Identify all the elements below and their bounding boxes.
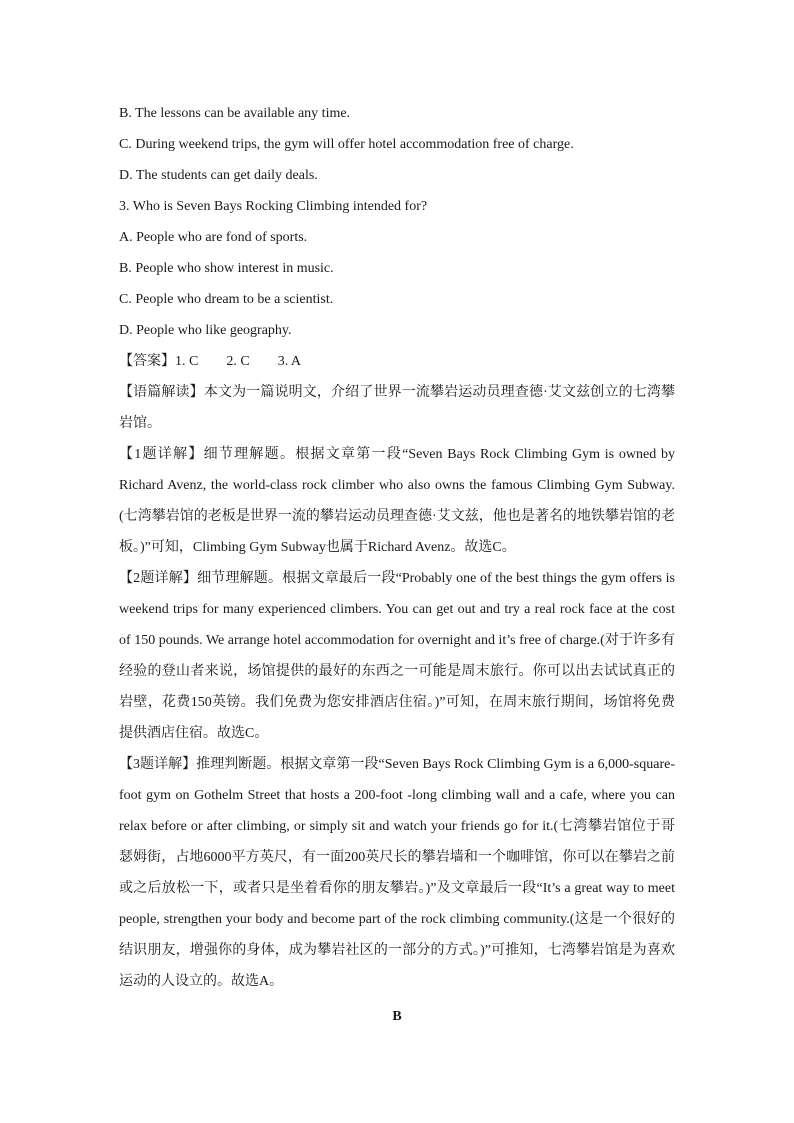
answer-label: 【答案】 xyxy=(119,354,175,369)
detail-q3: 【3题详解】推理判断题。根据文章第一段“Seven Bays Rock Climbing Gym is a 6,000-square-foot gym on Gothelm Street that hosts a 200-foot -long climbing wall and a cafe, where you can relax before or after climbing, or simply sit and watch your friends go for it.(七湾攀岩馆位于哥瑟姆街，占地6000平方英尺，有一面200英尺长的攀岩墙和一个咖啡馆，你可以在攀岩之前或之后放松一下，或者只是坐着看你的朋友攀岩。)”及文章最后一段“It’s a great way to meet people, strengthen your body and become part of the rock climbing community.(这是一个很好的结识朋友，增强你的身体，成为攀岩社区的一部分的方式。)”可推知，七湾攀岩馆是为喜欢运动的人设立的。故选A。 xyxy=(119,757,675,989)
detail-q1: 【1题详解】细节理解题。根据文章第一段“Seven Bays Rock Climbing Gym is owned by Richard Avenz, the world-class rock climber who also owns the famous Climbing Gym Subway.(七湾攀岩馆的老板是世界一流的攀岩运动员理查德·艾文兹，他也是著名的地铁攀岩馆的老板。)”可知，Climbing Gym Subway也属于Richard Avenz。故选C。 xyxy=(119,447,675,555)
answer-2: 2. C xyxy=(226,354,250,369)
detail-q2: 【2题详解】细节理解题。根据文章最后一段“Probably one of the best things the gym offers is weekend trips for many experienced climbers. You can get out and try a real rock face at the cost of 150 pounds. We arrange hotel accommodation for overnight and it’s free of charge.(对于许多有经验的登山者来说，场馆提供的最好的东西之一可能是周末旅行。你可以出去试试真正的岩壁，花费150英镑。我们免费为您安排酒店住宿。)”可知，在周末旅行期间，场馆将免费提供酒店住宿。故选C。 xyxy=(119,571,675,741)
section-label: B xyxy=(392,1009,402,1024)
answer-1: 1. C xyxy=(175,354,199,369)
passage-interpretation: 【语篇解读】本文为一篇说明文，介绍了世界一流攀岩运动员理查德·艾文兹创立的七湾攀岩馆。 xyxy=(119,385,675,431)
option-2d: D. The students can get daily deals. xyxy=(119,168,318,183)
option-3a: A. People who are fond of sports. xyxy=(119,230,308,245)
option-3c: C. People who dream to be a scientist. xyxy=(119,292,334,307)
page-content xyxy=(119,98,675,1032)
option-3b: B. People who show interest in music. xyxy=(119,261,334,276)
option-3d: D. People who like geography. xyxy=(119,323,292,338)
answer-3: 3. A xyxy=(277,354,302,369)
answer-line xyxy=(119,346,675,377)
option-2b: B. The lessons can be available any time. xyxy=(119,106,351,121)
option-2c: C. During weekend trips, the gym will offer hotel accommodation free of charge. xyxy=(119,137,574,152)
question-3-stem: 3. Who is Seven Bays Rocking Climbing intended for? xyxy=(119,199,428,214)
